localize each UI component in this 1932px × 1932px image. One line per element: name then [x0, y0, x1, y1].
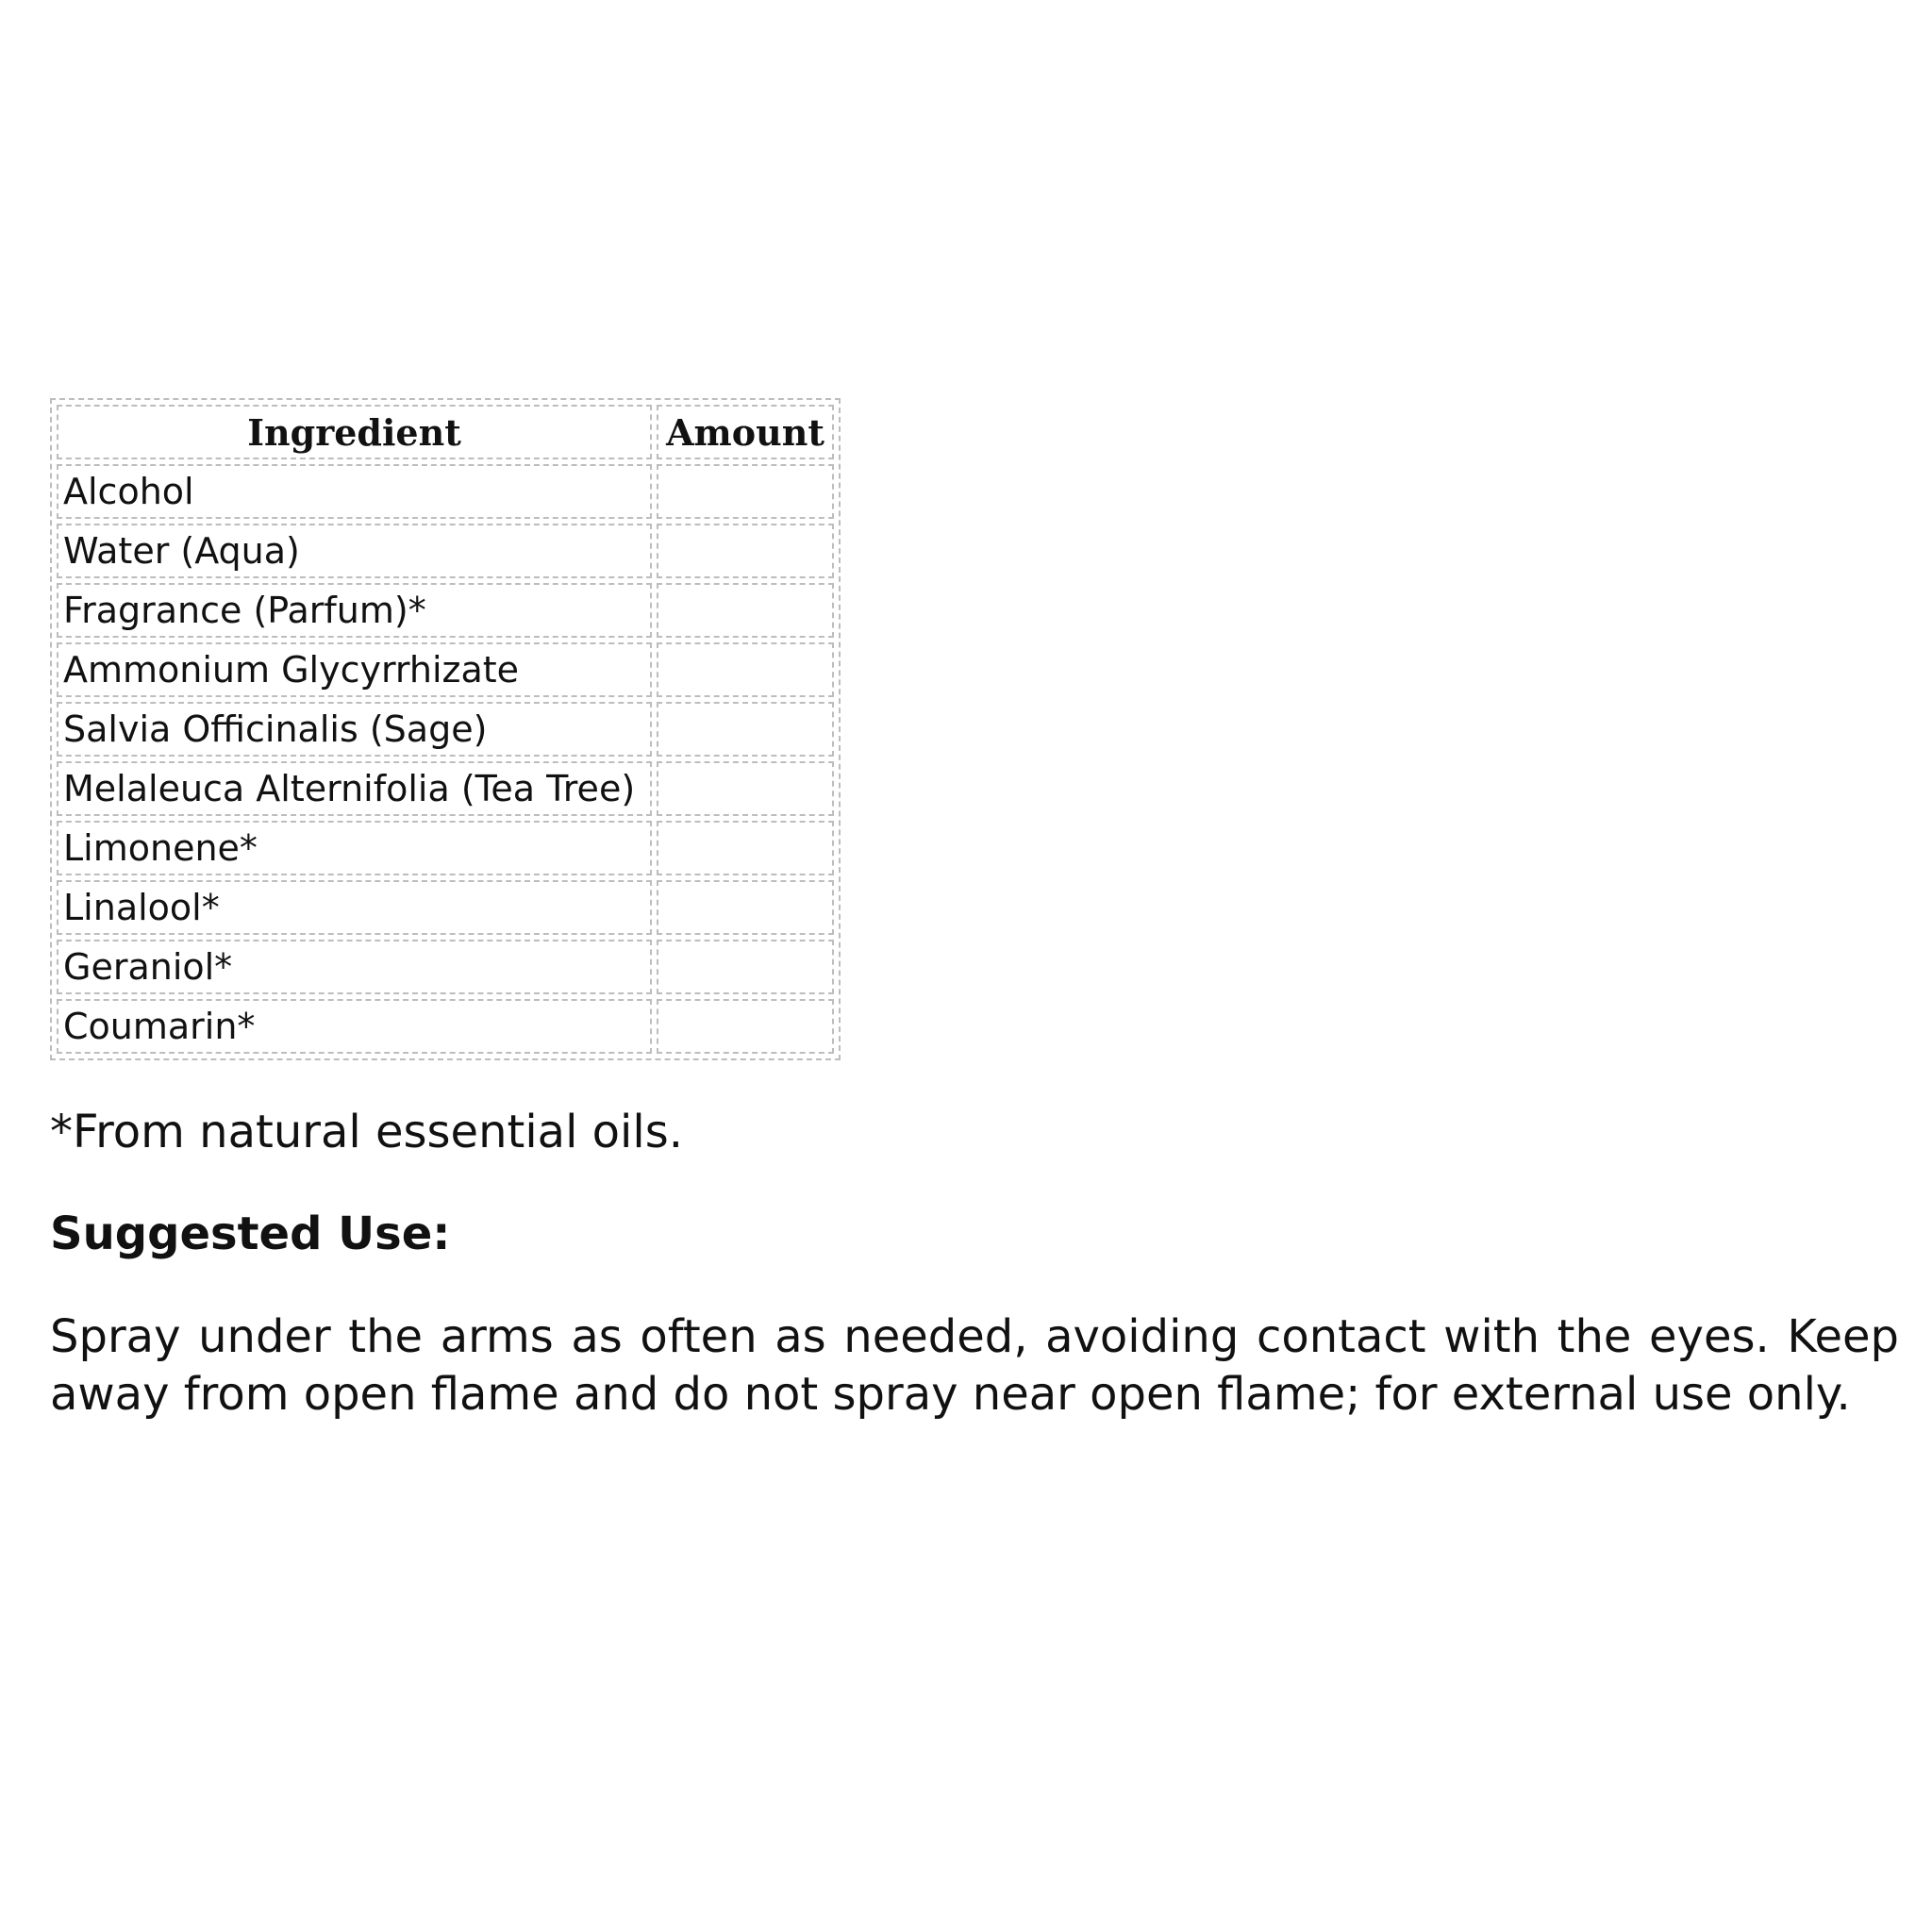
- table-row: [57, 702, 834, 757]
- amount-cell: [657, 761, 834, 816]
- table-row: [57, 880, 834, 935]
- suggested-use-text: Spray under the arms as often as needed, avoiding contact with the eyes. Keep away from open flame and do not spray near open flame; for external use only.: [50, 1310, 1899, 1422]
- ingredient-cell: Melaleuca Alternifolia (Tea Tree): [57, 761, 652, 816]
- amount-cell: [657, 464, 834, 519]
- amount-cell: [657, 821, 834, 875]
- table-row: [57, 524, 834, 578]
- header-amount: Amount: [657, 405, 834, 459]
- table-row: [57, 999, 834, 1054]
- ingredient-cell: Alcohol: [57, 464, 652, 519]
- amount-cell: [657, 999, 834, 1054]
- ingredient-cell: Linalool*: [57, 880, 652, 935]
- ingredient-cell: Limonene*: [57, 821, 652, 875]
- table-row: [57, 940, 834, 994]
- document-content: [50, 398, 1899, 1424]
- amount-cell: [657, 524, 834, 578]
- amount-cell: [657, 940, 834, 994]
- ingredient-cell: Coumarin*: [57, 999, 652, 1054]
- suggested-use-heading: Suggested Use:: [50, 1207, 451, 1260]
- ingredient-cell: Fragrance (Parfum)*: [57, 583, 652, 638]
- ingredient-cell: Water (Aqua): [57, 524, 652, 578]
- amount-cell: [657, 642, 834, 697]
- amount-cell: [657, 880, 834, 935]
- ingredient-cell: Geraniol*: [57, 940, 652, 994]
- table-row: [57, 821, 834, 875]
- table-header-row: [57, 405, 834, 459]
- amount-cell: [657, 702, 834, 757]
- ingredient-cell: Salvia Officinalis (Sage): [57, 702, 652, 757]
- table-row: [57, 642, 834, 697]
- table-row: [57, 464, 834, 519]
- table-row: [57, 583, 834, 638]
- ingredient-cell: Ammonium Glycyrrhizate: [57, 642, 652, 697]
- header-ingredient: Ingredient: [57, 405, 652, 459]
- amount-cell: [657, 583, 834, 638]
- ingredients-table: [50, 398, 841, 1060]
- footnote: *From natural essential oils.: [50, 1106, 683, 1158]
- table-row: [57, 761, 834, 816]
